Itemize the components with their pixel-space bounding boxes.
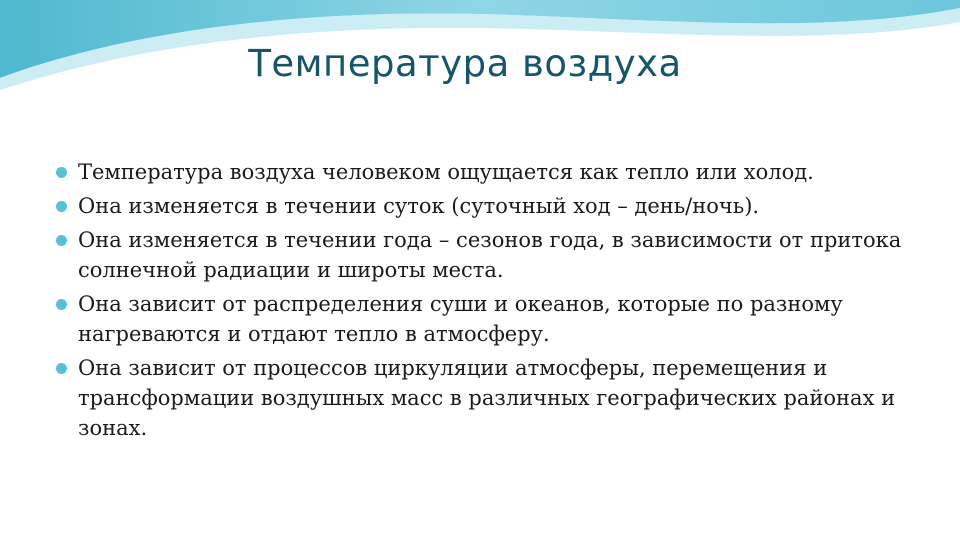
bullet-item xyxy=(56,157,936,187)
circle-bullet-icon xyxy=(56,201,67,212)
circle-bullet-icon xyxy=(56,299,67,310)
bullet-list xyxy=(56,157,936,447)
bullet-item xyxy=(56,353,936,443)
circle-bullet-icon xyxy=(56,167,67,178)
bullet-text: Она изменяется в течении года – сезонов года, в зависимости от притока солнечной радиации и широты места. xyxy=(78,228,902,282)
bullet-text: Температура воздуха человеком ощущается как тепло или холод. xyxy=(78,160,814,184)
bullet-item xyxy=(56,191,936,221)
bullet-item xyxy=(56,225,936,285)
slide-title: Температура воздуха xyxy=(248,42,682,85)
circle-bullet-icon xyxy=(56,363,67,374)
bullet-text: Она изменяется в течении суток (суточный ход – день/ночь). xyxy=(78,194,760,218)
bullet-text: Она зависит от процессов циркуляции атмосферы, перемещения и трансформации воздушных масс в различных географических районах и зонах. xyxy=(78,356,896,440)
circle-bullet-icon xyxy=(56,235,67,246)
bullet-text: Она зависит от распределения суши и океанов, которые по разному нагреваются и отдают тепло в атмосферу. xyxy=(78,292,843,346)
bullet-item xyxy=(56,289,936,349)
